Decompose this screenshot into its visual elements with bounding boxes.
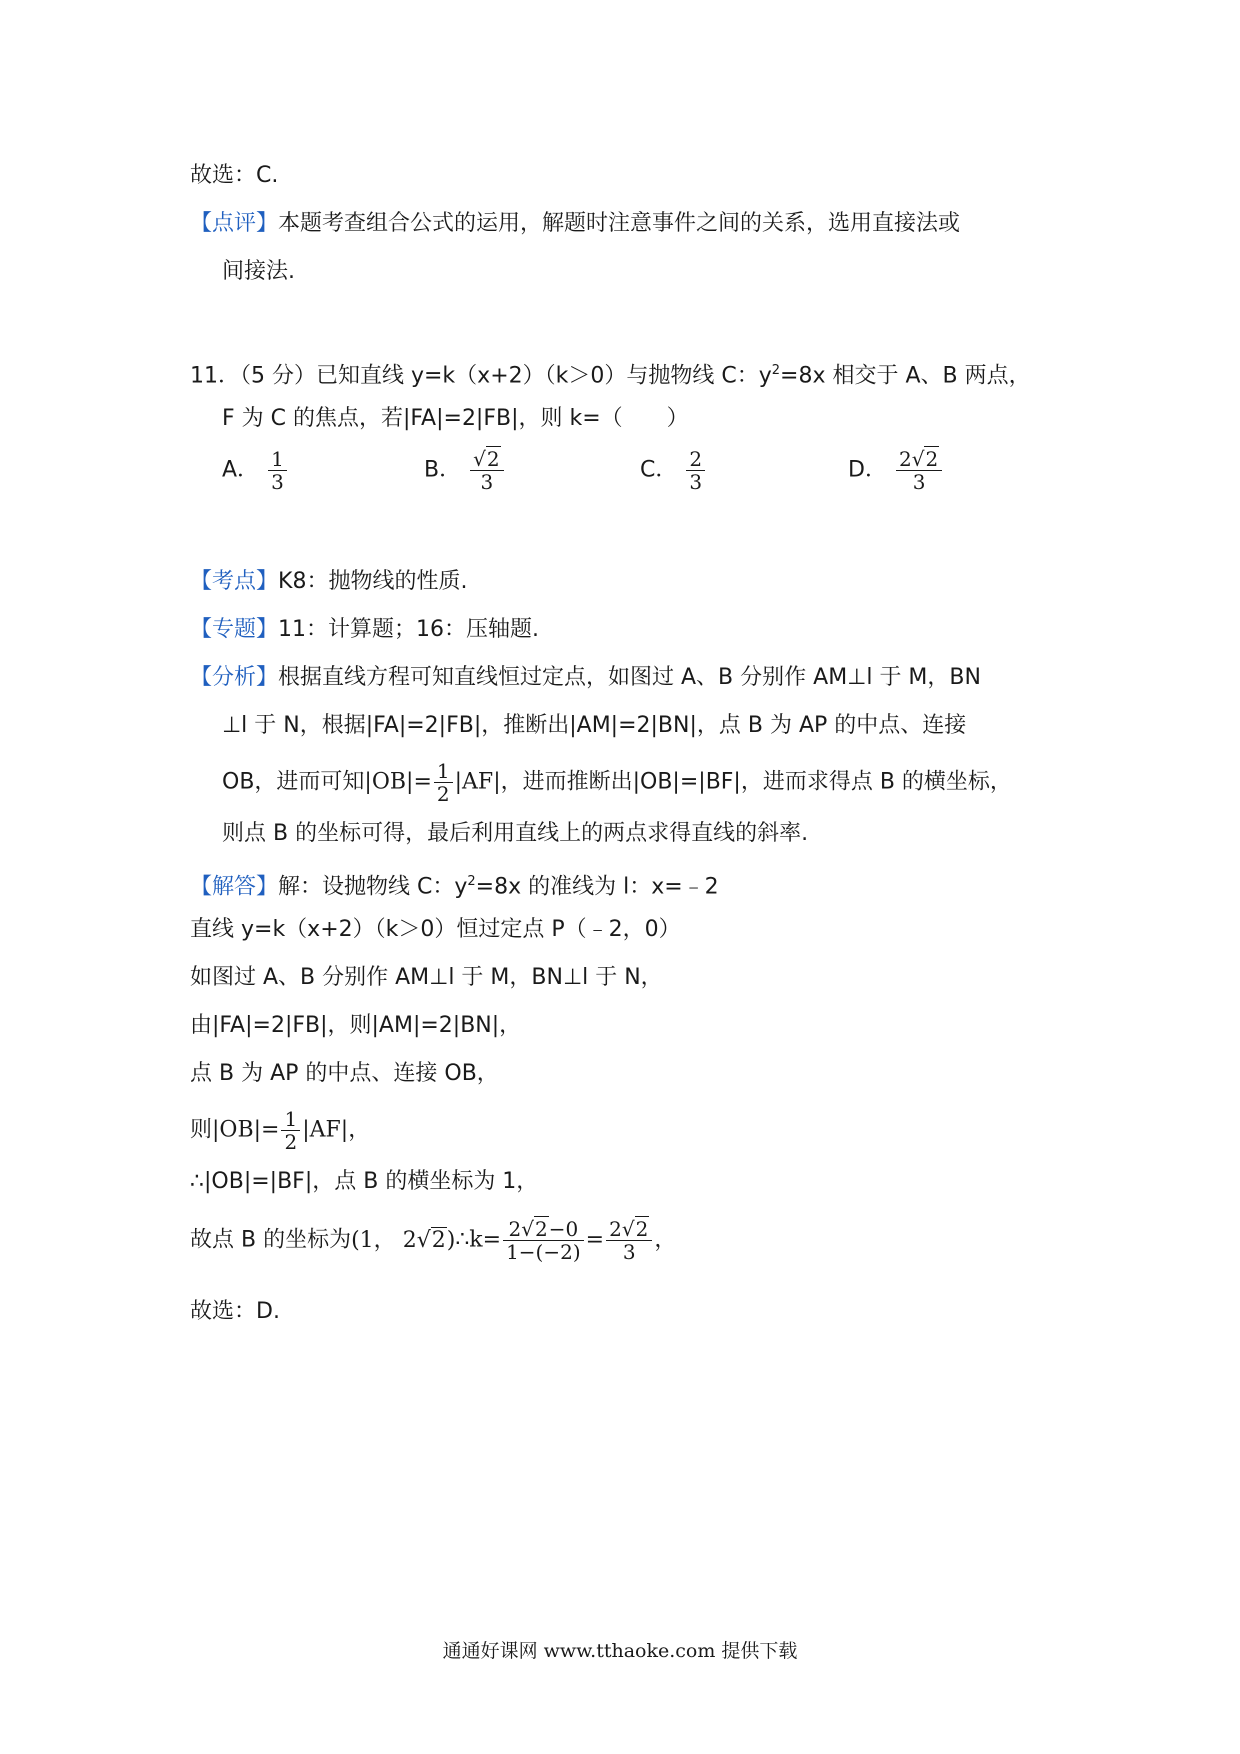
jieda-line4: 由|FA|=2|FB|，则|AM|=2|BN|， (190, 1013, 522, 1038)
fenxi-line3-a: OB，进而可知 (222, 769, 365, 795)
coefficient: 2 (898, 447, 912, 471)
jieda-line6-a: 则 (190, 1117, 213, 1143)
fenxi-line4: 则点 B 的坐标可得，最后利用直线上的两点求得直线的斜率. (222, 821, 809, 846)
sqrt-sign: √2 (473, 447, 500, 471)
sqrt-sign: √2 (621, 1217, 649, 1241)
point-close: ) (446, 1227, 456, 1253)
fraction-numerator (896, 448, 942, 471)
fraction-numerator: 1 (434, 760, 453, 783)
coefficient: 2 (402, 1227, 417, 1253)
sqrt-sign: √2 (911, 447, 939, 471)
therefore-k: ∴k= (455, 1227, 502, 1253)
kaodian-tag: 【考点】 (190, 569, 279, 594)
page-footer: 通通好课网 www.tthaoke.com 提供下载 (442, 1640, 798, 1662)
jieda-line7: ∴|OB|=|BF|，点 B 的横坐标为 1， (190, 1169, 539, 1194)
abs-ob: |OB|= (364, 769, 432, 795)
jieda-line1 (190, 866, 719, 903)
fraction-numerator: 2 (686, 448, 705, 471)
choice-a-fraction (268, 448, 287, 493)
radicand: 2 (431, 1227, 446, 1253)
jieda-line1-b: =8x 的准线为 l：x=﹣2 (475, 874, 719, 900)
point-open: (1， (351, 1227, 396, 1253)
sqrt-sign: √2 (416, 1227, 446, 1253)
kaodian-line (190, 566, 467, 598)
comment-tag: 【点评】 (190, 211, 279, 236)
fenxi-line2: ⊥l 于 N，根据|FA|=2|FB|，推断出|AM|=2|BN|，点 B 为 AP 的中点、连接 (222, 713, 967, 738)
comment-line2: 间接法. (222, 259, 295, 284)
fenxi-line1 (190, 662, 981, 694)
fraction-denominator: 1−(−2) (506, 1240, 581, 1264)
radicand: 2 (486, 447, 500, 471)
fraction-denominator: 3 (622, 1240, 636, 1264)
choice-c (640, 448, 707, 493)
choice-b-fraction (470, 448, 503, 493)
comment-line1 (190, 208, 960, 240)
jieda-line5: 点 B 为 AP 的中点、连接 OB， (190, 1061, 499, 1086)
fraction-numerator (503, 1218, 584, 1241)
jieda-tag: 【解答】 (190, 874, 279, 900)
radicand: 2 (635, 1217, 649, 1241)
radicand: 2 (925, 447, 939, 471)
choice-d (848, 448, 944, 493)
jieda-line3: 如图过 A、B 分别作 AM⊥l 于 M，BN⊥l 于 N， (190, 965, 663, 990)
coefficient: 2 (508, 1217, 522, 1241)
superscript: 2 (771, 363, 781, 378)
fraction-numerator (470, 448, 503, 471)
choice-d-fraction (896, 448, 942, 493)
choice-a (222, 448, 289, 493)
jieda-line1-a: 解：设抛物线 C：y (278, 874, 468, 900)
zhuanti-tag: 【专题】 (190, 617, 279, 642)
jieda-line6-b: ， (348, 1117, 371, 1143)
abs-ob: |OB|= (212, 1117, 280, 1143)
sqrt-sign: √2 (521, 1217, 548, 1241)
fenxi-line3-b: ，进而推断出|OB|=|BF|，进而求得点 B 的横坐标， (500, 769, 1012, 795)
fenxi-text: 根据直线方程可知直线恒过定点，如图过 A、B 分别作 AM⊥l 于 M，BN (278, 665, 981, 690)
jieda-line8-a: 故点 B 的坐标为 (190, 1227, 352, 1253)
radicand: 2 (535, 1217, 548, 1241)
numerator-rest: −0 (548, 1217, 579, 1241)
choice-d-label: D． (848, 457, 887, 483)
jieda-line9: 故选：D. (190, 1299, 280, 1324)
question-line1 (190, 355, 1031, 392)
fenxi-line3 (222, 760, 1012, 805)
fraction-numerator: 1 (281, 1108, 300, 1131)
fraction-denominator: 3 (480, 470, 494, 494)
fenxi-tag: 【分析】 (190, 665, 279, 690)
abs-af: |AF| (454, 769, 501, 795)
fraction-denominator: 2 (284, 1130, 298, 1154)
choice-b-label: B． (424, 457, 462, 483)
comment-text: 本题考查组合公式的运用，解题时注意事件之间的关系，选用直接法或 (278, 211, 961, 236)
choice-b (424, 448, 506, 493)
zhuanti-line (190, 614, 539, 646)
abs-af: |AF| (302, 1117, 349, 1143)
prev-answer: 故选：C. (190, 163, 279, 188)
half-fraction (281, 1108, 300, 1153)
fraction-denominator: 3 (912, 470, 926, 494)
jieda-line2: 直线 y=k（x+2）（k＞0）恒过定点 P（﹣2，0） (190, 917, 681, 942)
question-line1-a: 11．（5 分）已知直线 y=k（x+2）（k＞0）与抛物线 C：y (190, 363, 772, 389)
question-line1-b: =8x 相交于 A、B 两点， (780, 363, 1031, 389)
superscript: 2 (467, 874, 476, 889)
point-b-coordinate (351, 1228, 455, 1253)
choice-c-fraction (686, 448, 705, 493)
jieda-line6 (190, 1108, 370, 1153)
kaodian-text: K8：抛物线的性质. (278, 569, 468, 594)
jieda-line8-b: ， (654, 1227, 677, 1253)
question-line2: F 为 C 的焦点，若|FA|=2|FB|，则 k=（ ） (222, 406, 689, 431)
choice-c-label: C． (640, 457, 678, 483)
slope-fraction (503, 1218, 584, 1263)
fraction-numerator: 1 (268, 448, 287, 471)
result-fraction (606, 1218, 652, 1263)
jieda-line8 (190, 1218, 676, 1263)
zhuanti-text: 11：计算题；16：压轴题. (278, 617, 539, 642)
half-fraction (434, 760, 453, 805)
choice-a-label: A． (222, 457, 260, 483)
equals-sign: = (585, 1227, 605, 1253)
coefficient: 2 (609, 1217, 622, 1241)
fraction-numerator (606, 1218, 652, 1241)
fraction-denominator: 3 (271, 470, 284, 494)
fraction-denominator: 3 (689, 470, 703, 494)
fraction-denominator: 2 (436, 782, 450, 806)
